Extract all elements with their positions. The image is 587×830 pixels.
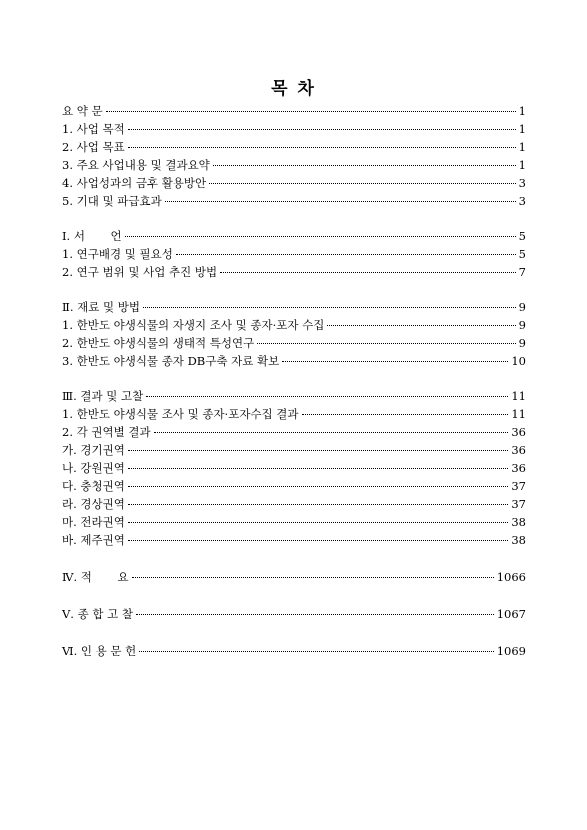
toc-entry-label: 5. 기대 및 파급효과 [62, 194, 162, 208]
dot-leader [154, 432, 509, 433]
toc-entry-label: 3. 한반도 야생식물 종자 DB구축 자료 확보 [62, 354, 280, 368]
toc-entry-label: 1. 한반도 야생식물 조사 및 종자·포자수집 결과 [62, 407, 299, 421]
toc-entry-page: 11 [511, 389, 526, 403]
toc-entry[interactable] [62, 156, 526, 174]
dot-leader [143, 307, 516, 308]
toc-entry-label: 1. 연구배경 및 필요성 [62, 247, 173, 261]
toc-entry[interactable] [62, 138, 526, 156]
toc-entry-label: 마. 전라권역 [62, 515, 125, 529]
toc-entry[interactable] [62, 642, 526, 660]
dot-leader [165, 201, 516, 202]
dot-leader [132, 577, 494, 578]
toc-entry-page: 37 [511, 497, 526, 511]
section-spacer [62, 370, 526, 387]
toc-entry-page: 1069 [496, 644, 526, 658]
toc-entry-page: 9 [518, 318, 526, 332]
toc-entry-page: 1067 [496, 607, 526, 621]
toc-entry-page: 38 [511, 533, 526, 547]
toc-entry-page: 9 [518, 300, 526, 314]
toc-entry-label: Ⅲ. 결과 및 고찰 [62, 389, 144, 403]
toc-entry-page: 37 [511, 479, 526, 493]
toc-entry-label: 라. 경상권역 [62, 497, 125, 511]
toc-entry-label: Ⅴ. 종 합 고 찰 [62, 607, 134, 621]
toc-entry[interactable] [62, 102, 526, 120]
toc-entry-page: 3 [518, 176, 526, 190]
dot-leader [136, 614, 494, 615]
toc-entry[interactable] [62, 298, 526, 316]
toc-entry-label: 나. 강원권역 [62, 461, 125, 475]
dot-leader [128, 129, 516, 130]
table-of-contents [62, 102, 526, 660]
toc-entry-label: 1. 한반도 야생식물의 자생지 조사 및 종자·포자 수집 [62, 318, 325, 332]
toc-entry-label: Ⅰ. 서 언 [62, 229, 122, 243]
dot-leader [146, 396, 508, 397]
dot-leader [128, 540, 509, 541]
toc-entry[interactable] [62, 441, 526, 459]
toc-entry[interactable] [62, 605, 526, 623]
toc-entry-label: Ⅵ. 인 용 문 헌 [62, 644, 137, 658]
dot-leader [128, 522, 509, 523]
dot-leader [139, 651, 493, 652]
dot-leader [213, 165, 516, 166]
toc-entry-label: 바. 제주권역 [62, 533, 125, 547]
dot-leader [302, 414, 509, 415]
section-spacer [62, 549, 526, 568]
toc-entry[interactable] [62, 459, 526, 477]
toc-entry-label: Ⅱ. 재료 및 방법 [62, 300, 140, 314]
toc-entry-page: 5 [518, 229, 526, 243]
toc-entry[interactable] [62, 423, 526, 441]
toc-entry[interactable] [62, 531, 526, 549]
toc-entry-page: 1 [518, 122, 526, 136]
toc-entry-label: 요 약 문 [62, 104, 103, 118]
toc-entry-page: 36 [511, 461, 526, 475]
dot-leader [128, 147, 516, 148]
dot-leader [125, 236, 516, 237]
toc-entry[interactable] [62, 245, 526, 263]
dot-leader [209, 183, 516, 184]
toc-entry-page: 1 [518, 104, 526, 118]
toc-entry[interactable] [62, 227, 526, 245]
toc-entry-label: 2. 한반도 야생식물의 생태적 특성연구 [62, 336, 255, 350]
dot-leader [282, 361, 508, 362]
toc-entry[interactable] [62, 352, 526, 370]
toc-entry-page: 1 [518, 140, 526, 154]
section-spacer [62, 210, 526, 227]
section-spacer [62, 281, 526, 298]
toc-entry-label: 2. 연구 범위 및 사업 추진 방법 [62, 265, 218, 279]
toc-entry-page: 38 [511, 515, 526, 529]
toc-entry-page: 7 [518, 265, 526, 279]
dot-leader [106, 111, 516, 112]
toc-entry[interactable] [62, 495, 526, 513]
section-spacer [62, 586, 526, 605]
toc-entry[interactable] [62, 513, 526, 531]
toc-entry[interactable] [62, 263, 526, 281]
toc-entry-page: 1066 [496, 570, 526, 584]
toc-entry-label: 2. 각 권역별 결과 [62, 425, 151, 439]
page-title: 목 차 [271, 79, 316, 99]
dot-leader [176, 254, 516, 255]
toc-entry[interactable] [62, 192, 526, 210]
dot-leader [327, 325, 515, 326]
toc-entry-page: 36 [511, 425, 526, 439]
toc-entry-page: 1 [518, 158, 526, 172]
toc-entry-page: 9 [518, 336, 526, 350]
toc-entry[interactable] [62, 387, 526, 405]
toc-entry-label: 3. 주요 사업내용 및 결과요약 [62, 158, 210, 172]
toc-entry-page: 3 [518, 194, 526, 208]
dot-leader [220, 272, 516, 273]
toc-entry-page: 5 [518, 247, 526, 261]
toc-entry[interactable] [62, 334, 526, 352]
toc-entry-label: 다. 충청권역 [62, 479, 125, 493]
toc-entry-page: 36 [511, 443, 526, 457]
toc-entry[interactable] [62, 316, 526, 334]
dot-leader [128, 450, 509, 451]
toc-entry[interactable] [62, 174, 526, 192]
toc-entry-page: 11 [511, 407, 526, 421]
toc-entry-label: 1. 사업 목적 [62, 122, 125, 136]
toc-entry[interactable] [62, 405, 526, 423]
toc-entry-label: Ⅳ. 적 요 [62, 570, 129, 584]
dot-leader [257, 343, 515, 344]
dot-leader [128, 486, 509, 487]
dot-leader [128, 468, 509, 469]
toc-entry-label: 가. 경기권역 [62, 443, 125, 457]
dot-leader [128, 504, 509, 505]
toc-entry-page: 10 [511, 354, 526, 368]
toc-entry[interactable] [62, 568, 526, 586]
section-spacer [62, 623, 526, 642]
toc-entry-label: 4. 사업성과의 금후 활용방안 [62, 176, 207, 190]
toc-entry-label: 2. 사업 목표 [62, 140, 125, 154]
toc-entry[interactable] [62, 477, 526, 495]
toc-entry[interactable] [62, 120, 526, 138]
